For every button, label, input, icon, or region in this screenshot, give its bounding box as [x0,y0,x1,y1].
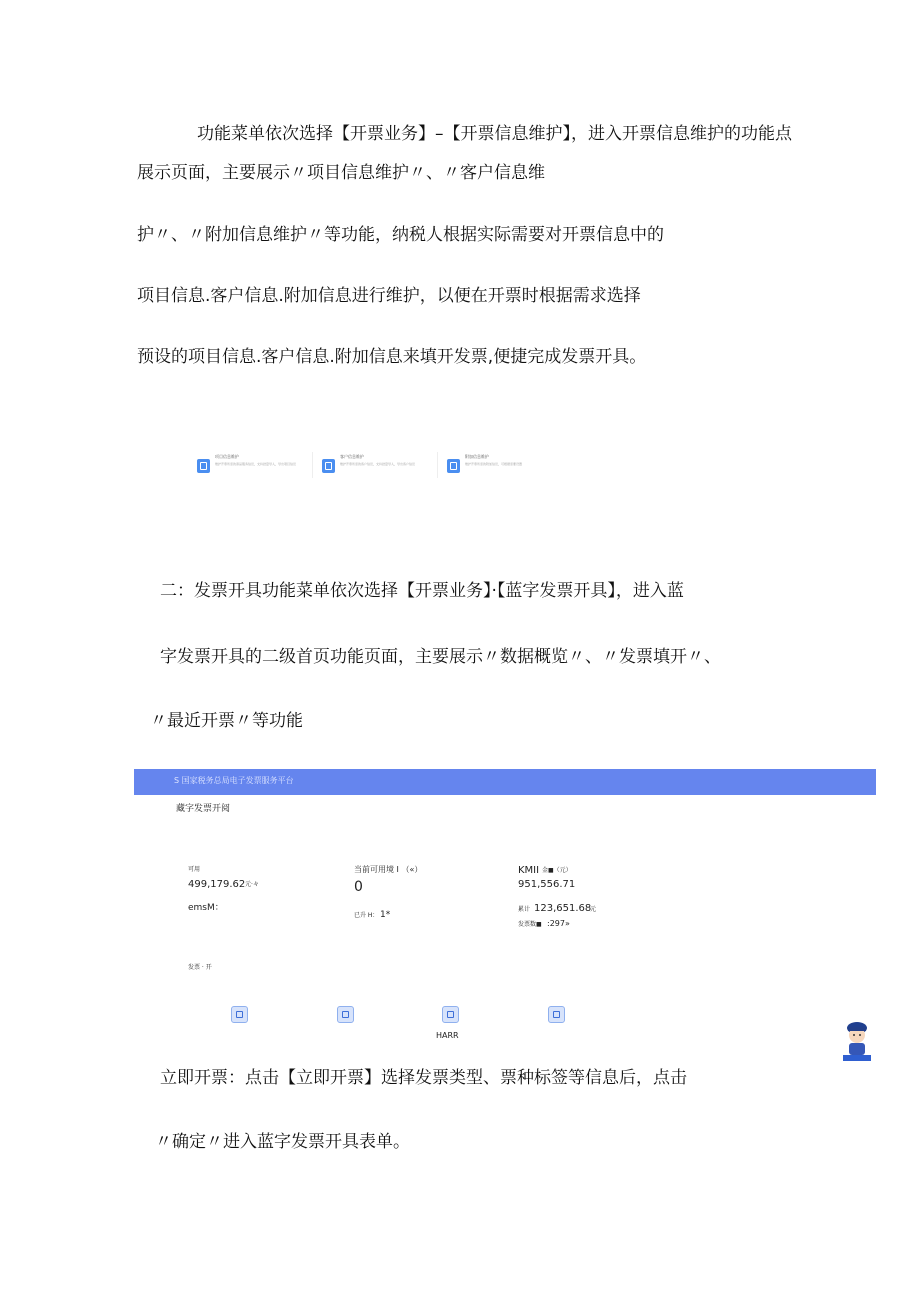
stamp-icon[interactable] [337,1006,354,1023]
paragraph3-line-2: 〃确定〃进入蓝字发票开具表单。 [155,1132,410,1152]
paragraph3-line-1: 立即开票：点击【立即开票】选择发票类型、票种标签等信息后，点击 [160,1068,687,1088]
card-title: 附加信息维护 [465,454,489,459]
paragraph1-line-5: 预设的项目信息.客户信息.附加信息来填开发票,便捷完成发票开具。 [137,347,647,367]
cumulative-value: 123,651.68 [534,903,592,914]
invoice-count-value: :297» [547,919,570,928]
divider [437,452,438,478]
available-label: 可用 [188,866,201,873]
card-desc: 维护开票所需的客户信息，支持批量导入，导出客户信息 [340,462,416,466]
assistant-avatar-icon[interactable] [840,1018,874,1062]
card-title: 客户信息维护 [340,454,364,459]
amount-label: KMII [518,865,540,876]
issued-value: 1* [380,910,391,920]
card-title: 项目信息维护 [215,454,239,459]
paragraph2-line-2: 字发票开具的二级首页功能页面，主要展示〃数据概览〃、〃发票填开〃、 [160,647,721,667]
box-icon [197,459,210,473]
stat-sub-label: emsM： [188,903,224,913]
platform-header-bar [134,769,876,795]
available-unit: 元·々 [245,881,259,888]
paragraph1-line-1: 功能菜单依次选择【开票业务】–【开票信息维护】，进入开票信息维护的功能点 [197,124,792,144]
paragraph1-line-3: 护〃、〃附加信息维护〃等功能，纳税人根据实际需要对开票信息中的 [137,225,664,245]
invoice-count-label: 发票数■ [518,921,542,928]
customer-info-card[interactable] [322,454,434,480]
paragraph2-line-1: 二：发票开具功能菜单依次选择【开票业务】·【蓝字发票开具】，进入蓝 [160,581,684,601]
section-label: 发票 · 开 [188,964,212,971]
amount-unit-label: 金■（元） [542,867,572,874]
card-desc: 维护开票所需的商品服务信息，支持批量导入，导出项目信息 [215,462,297,466]
issued-label: 已升 H： [354,912,379,919]
page-title: 藏字发票开阅 [176,804,231,814]
document-icon [447,459,460,473]
divider [312,452,313,478]
additional-info-card[interactable] [447,454,559,480]
cumulative-unit: 元 [590,906,597,913]
current-available-label: 当前可用境 I （«） [354,865,423,874]
project-info-card[interactable] [197,454,309,480]
platform-title: S 国家税务总局电子发票服务平台 [174,776,294,785]
cumulative-label: 累计 [518,906,531,913]
swap-icon[interactable] [231,1006,248,1023]
person-icon [322,459,335,473]
available-value: 499,179.62 [188,879,246,890]
current-available-value: 0 [354,879,363,895]
paragraph1-line-2: 展示页面，主要展示〃项目信息维护〃、〃客户信息维 [137,163,545,183]
copy-icon[interactable] [548,1006,565,1023]
card-desc: 维护开票所需的附加信息，可根据需要设置 [465,462,523,466]
paragraph2-line-3: 〃最近开票〃等功能 [150,711,303,731]
paragraph1-line-4: 项目信息.客户信息.附加信息进行维护，以便在开票时根据需求选择 [137,286,641,306]
qr-icon[interactable] [442,1006,459,1023]
feature-caption: HARR [436,1031,459,1040]
amount-value: 951,556.71 [518,879,576,890]
